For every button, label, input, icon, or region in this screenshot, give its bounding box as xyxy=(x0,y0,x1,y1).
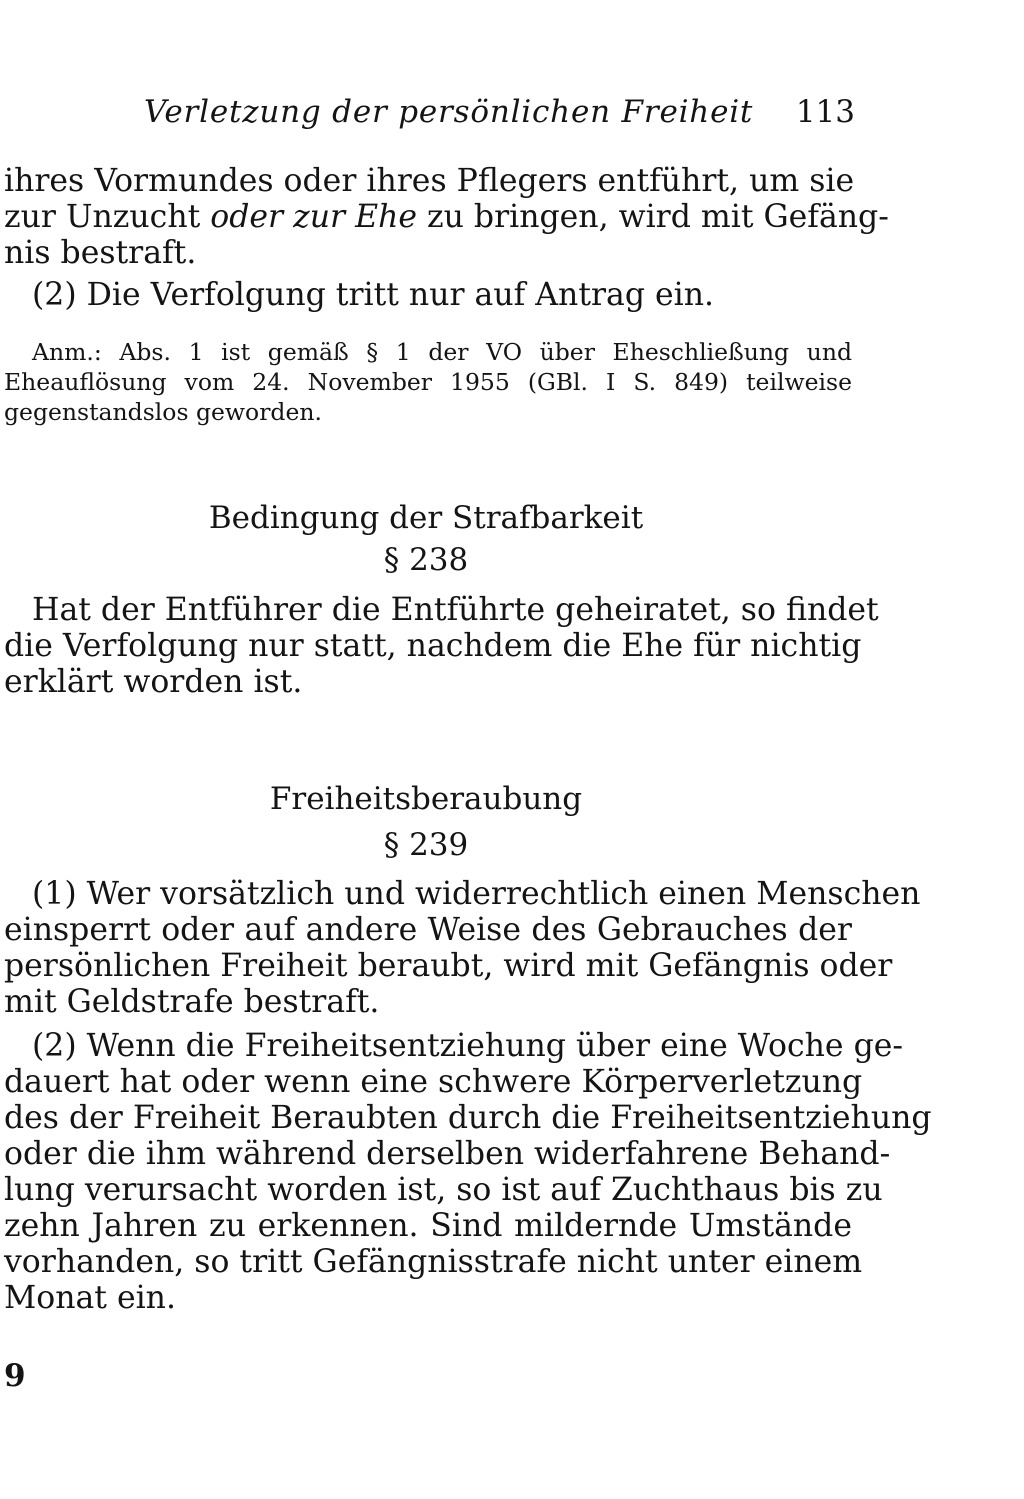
text-line: einsperrt oder auf andere Weise des Gebrauches der xyxy=(4,912,852,948)
paragraph-2 xyxy=(4,277,852,313)
section-238-heading: Bedingung der Strafbarkeit xyxy=(208,500,644,536)
text-line: die Verfolgung nur statt, nachdem die Ehe für nichtig xyxy=(4,628,862,664)
text-span: zu bringen, wird mit Gefäng- xyxy=(427,199,889,235)
text-line: nis bestraft. xyxy=(4,235,197,271)
text-line: vorhanden, so tritt Gefängnisstrafe nicht unter einem xyxy=(4,1244,863,1280)
text-line: des der Freiheit Beraubten durch die Freiheitsentziehung xyxy=(4,1100,932,1136)
section-238-number: § 238 xyxy=(383,542,469,578)
section-239-heading: Freiheitsberaubung xyxy=(269,781,583,817)
text-line: mit Geldstrafe bestraft. xyxy=(4,984,380,1020)
text-line: zehn Jahren zu erkennen. Sind mildernde Umstände xyxy=(4,1208,852,1244)
section-239-number: § 239 xyxy=(383,827,469,863)
section-238-text xyxy=(4,592,879,700)
running-header xyxy=(140,88,855,136)
page-number: 113 xyxy=(795,94,855,130)
paragraph-continuation xyxy=(4,163,889,271)
note-line: Eheauflösung vom 24. November 1955 (GBl. I S. 849) teilweise xyxy=(4,368,852,396)
text-line: (1) Wer vorsätzlich und widerrechtlich einen Menschen xyxy=(32,876,921,912)
text-line: lung verursacht worden ist, so ist auf Zuchthaus bis zu xyxy=(4,1172,883,1208)
note-line: gegenstandslos geworden. xyxy=(4,398,322,426)
text-line: persönlichen Freiheit beraubt, wird mit Gefängnis oder xyxy=(4,948,893,984)
text-line: (2) Die Verfolgung tritt nur auf Antrag ein. xyxy=(32,277,715,313)
note-line: Anm.: Abs. 1 ist gemäß § 1 der VO über Eheschließung und xyxy=(32,338,852,366)
text-line: ihres Vormundes oder ihres Pflegers entführt, um sie xyxy=(4,163,855,199)
emphasis-text: oder zur Ehe xyxy=(210,199,417,235)
text-line: Hat der Entführer die Entführte geheiratet, so findet xyxy=(32,592,879,628)
text-line: erklärt worden ist. xyxy=(4,664,303,700)
text-span: zur Unzucht xyxy=(4,199,201,235)
text-line: Monat ein. xyxy=(4,1280,176,1316)
text-line: (2) Wenn die Freiheitsentziehung über eine Woche ge- xyxy=(32,1028,904,1064)
text-line: oder die ihm während derselben widerfahrene Behand- xyxy=(4,1136,891,1172)
text-line: dauert hat oder wenn eine schwere Körperverletzung xyxy=(4,1064,863,1100)
running-title: Verletzung der persönlichen Freiheit xyxy=(144,94,754,130)
section-239-para-2 xyxy=(4,1028,932,1316)
annotation-note xyxy=(4,337,852,427)
text-line xyxy=(4,199,889,235)
signature-folio: 9 xyxy=(4,1358,26,1394)
section-239-para-1 xyxy=(4,876,921,1020)
